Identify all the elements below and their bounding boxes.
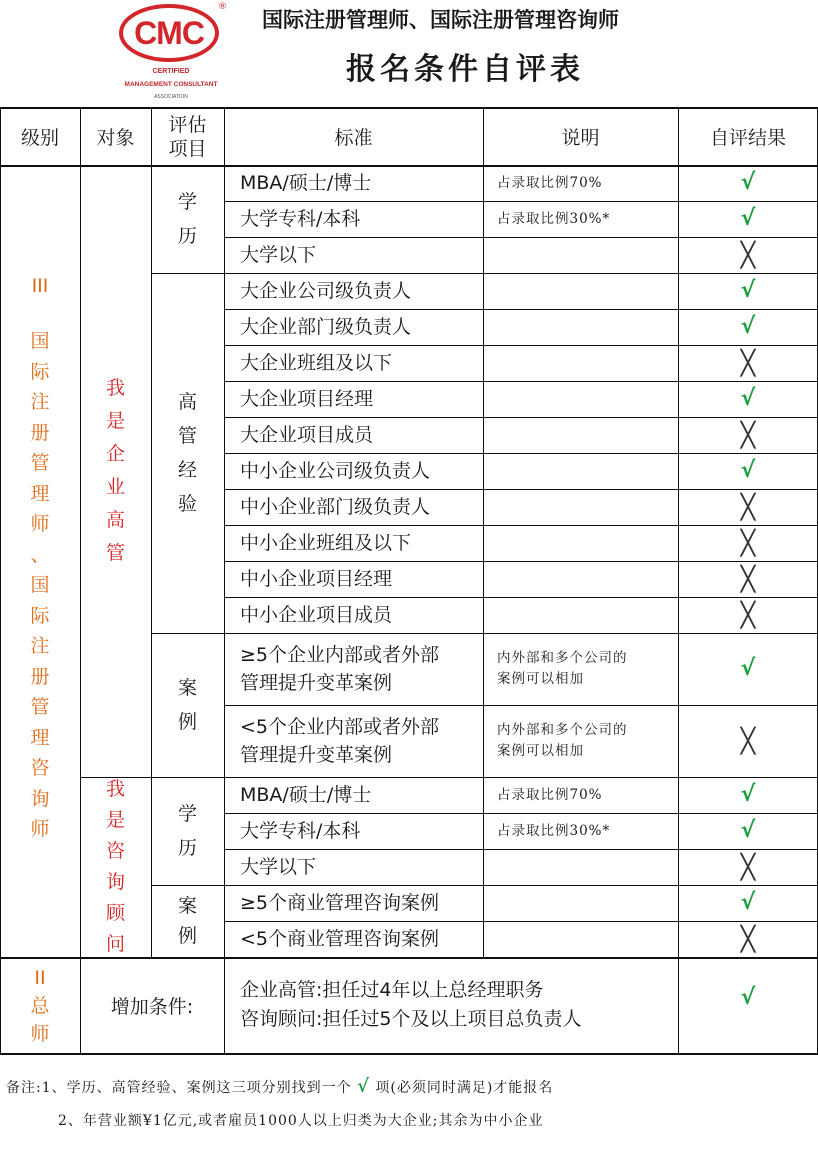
note-cell — [483, 309, 678, 345]
cross-icon: ╳ — [740, 565, 756, 593]
grid-line-h — [224, 309, 818, 310]
grid-line-h — [224, 525, 818, 526]
vertical-char: 际 — [30, 360, 50, 383]
vertical-char: 是 — [105, 410, 125, 432]
vertical-char: 管 — [105, 542, 125, 564]
vertical-char: 经 — [177, 459, 197, 481]
standard-cell: 大企业班组及以下 — [240, 352, 393, 374]
check-icon: √ — [740, 890, 756, 915]
check-icon: √ — [740, 656, 756, 681]
cross-icon: ╳ — [740, 727, 756, 755]
standard-cell: ≥5个商业管理咨询案例 — [240, 892, 440, 914]
note-cell — [483, 489, 678, 525]
vertical-char: 学 — [177, 803, 197, 825]
grid-line-h — [224, 705, 818, 706]
note-cell — [483, 381, 678, 417]
note-cell — [483, 561, 678, 597]
vertical-char: 例 — [177, 925, 197, 947]
note-cell — [483, 417, 678, 453]
grid-line-h — [0, 165, 818, 167]
result-cell — [678, 381, 818, 417]
vertical-char: 高 — [177, 391, 197, 413]
header-item-line: 项目 — [168, 137, 207, 160]
header-item-text — [168, 113, 206, 161]
vertical-char: 管 — [177, 425, 197, 447]
standard-cell: 大企业项目成员 — [240, 424, 374, 446]
note-cell: 占录取比例30%* — [497, 210, 611, 227]
vertical-char: 总 — [30, 995, 50, 1017]
standard-cell — [224, 705, 483, 777]
grid-line-v — [483, 107, 484, 957]
note-line: 案例可以相加 — [497, 671, 584, 687]
result-cell — [678, 345, 818, 381]
grid-line-h — [224, 345, 818, 346]
note-cell — [483, 237, 678, 273]
result-cell — [678, 489, 818, 525]
cross-icon: ╳ — [740, 601, 756, 629]
check-icon: √ — [740, 278, 756, 303]
vertical-char: 国 — [30, 330, 50, 352]
item-edu-exec — [151, 165, 224, 273]
result-cell — [678, 777, 818, 813]
result-cell — [678, 849, 818, 885]
note-cell — [483, 705, 678, 777]
vertical-char: 高 — [105, 509, 125, 531]
logo-line-1: CERTIFIED — [152, 68, 190, 75]
grid-line-v — [678, 107, 679, 1053]
standard-cell: 中小企业项目经理 — [240, 568, 393, 590]
vertical-char: 册 — [30, 665, 50, 688]
note-cell: 占录取比例30%* — [497, 822, 611, 839]
header-note: 说明 — [561, 127, 600, 149]
standard-cell: 中小企业部门级负责人 — [240, 496, 431, 518]
vertical-char: 管 — [30, 452, 50, 474]
grid-line-h — [224, 597, 818, 598]
note-cell — [483, 885, 678, 921]
standard-cell: 大企业部门级负责人 — [240, 316, 412, 338]
vertical-char: 理 — [30, 482, 50, 505]
logo-line-3: ASSOCIATION — [154, 94, 188, 100]
vertical-char: 询 — [30, 787, 50, 810]
check-icon: √ — [740, 782, 756, 807]
cross-icon: ╳ — [740, 925, 756, 953]
result-cell — [678, 561, 818, 597]
level-2-text — [30, 964, 49, 1048]
standard-line: 管理提升变革案例 — [240, 672, 393, 694]
standard-cell: 中小企业项目成员 — [240, 604, 393, 626]
standard-cell: 中小企业班组及以下 — [240, 532, 412, 554]
grid-line-h — [0, 1053, 818, 1055]
standard-cell: 大企业公司级负责人 — [240, 280, 412, 302]
vertical-char: 、 — [30, 543, 50, 566]
grid-line-h — [151, 273, 818, 274]
target-consult-text — [106, 774, 125, 960]
check-icon: √ — [740, 170, 756, 195]
item-exp-text — [178, 385, 197, 521]
note-cell — [483, 633, 678, 705]
result-cell — [678, 417, 818, 453]
check-icon: √ — [740, 206, 756, 231]
standard-line: 管理提升变革案例 — [240, 744, 393, 766]
item-edu-exec-text — [178, 185, 197, 253]
level-roman: II — [34, 967, 46, 989]
note-cell — [483, 345, 678, 381]
vertical-char: 例 — [177, 711, 197, 733]
standard-cell: 大学以下 — [240, 244, 317, 266]
result-cell — [678, 165, 818, 201]
vertical-char: 国 — [30, 574, 50, 596]
vertical-char: 册 — [30, 421, 50, 444]
note-cell — [483, 921, 678, 957]
standard-cell: 大企业项目经理 — [240, 388, 374, 410]
result-cell — [678, 597, 818, 633]
level-2-label — [0, 960, 80, 1052]
grid-line-h — [151, 633, 818, 634]
check-icon: √ — [740, 985, 756, 1010]
vertical-char: 管 — [30, 696, 50, 718]
grid-line-h — [224, 237, 818, 238]
extra-label: 增加条件: — [110, 995, 194, 1018]
result-cell — [678, 705, 818, 777]
item-case-consult-text — [178, 891, 197, 951]
registered-mark: ® — [218, 2, 227, 12]
footnote-1-a: 备注:1、学历、高管经验、案例这三项分别找到一个 — [6, 1080, 352, 1096]
target-consult-label — [80, 777, 151, 957]
vertical-char: 案 — [177, 677, 197, 699]
vertical-char: 我 — [105, 778, 125, 800]
level-3-label — [0, 270, 80, 840]
vertical-char: 理 — [30, 726, 50, 749]
result-cell — [678, 237, 818, 273]
standard-cell: 中小企业公司级负责人 — [240, 460, 431, 482]
standard-line: ≥5个企业内部或者外部 — [240, 644, 440, 666]
check-icon: √ — [740, 386, 756, 411]
result-cell — [678, 813, 818, 849]
item-edu-consult-text — [178, 797, 197, 865]
cross-icon: ╳ — [740, 349, 756, 377]
standard-cell: 大学专科/本科 — [240, 208, 361, 230]
result-cell — [678, 453, 818, 489]
vertical-char: 师 — [30, 818, 50, 840]
item-edu-consult — [151, 777, 224, 885]
grid-line-v — [80, 107, 81, 1053]
grid-line-h — [224, 813, 818, 814]
grid-line-h — [0, 107, 818, 109]
item-case-consult — [151, 885, 224, 957]
vertical-char: 顾 — [105, 902, 125, 924]
cross-icon: ╳ — [740, 853, 756, 881]
note-cell — [483, 597, 678, 633]
extra-condition — [224, 957, 678, 1053]
header-item — [151, 108, 224, 165]
vertical-char: 历 — [177, 837, 197, 859]
grid-line-h — [224, 381, 818, 382]
vertical-char: 我 — [105, 377, 125, 399]
footnote-1 — [6, 1077, 553, 1097]
vertical-char: 历 — [177, 225, 197, 247]
result-cell — [678, 525, 818, 561]
cross-icon: ╳ — [740, 493, 756, 521]
grid-line-h — [224, 849, 818, 850]
result-cell — [678, 921, 818, 957]
result-cell — [678, 309, 818, 345]
note-cell — [483, 273, 678, 309]
vertical-char: 学 — [177, 191, 197, 213]
note-cell — [483, 453, 678, 489]
note-cell — [483, 525, 678, 561]
header-item-line: 评估 — [168, 113, 207, 136]
item-exp — [151, 273, 224, 633]
vertical-char: 师 — [30, 513, 50, 535]
item-case-exec-text — [178, 671, 197, 739]
extra-line-2: 咨询顾问:担任过5个及以上项目总负责人 — [240, 1008, 582, 1030]
standard-cell: <5个商业管理咨询案例 — [240, 928, 440, 950]
standard-cell: MBA/硕士/博士 — [240, 784, 372, 806]
cross-icon: ╳ — [740, 421, 756, 449]
result-cell — [678, 885, 818, 921]
header-target: 对象 — [96, 127, 135, 149]
standard-line: <5个企业内部或者外部 — [240, 716, 440, 738]
grid-line-h — [224, 561, 818, 562]
level-roman: III — [31, 275, 49, 297]
note-line: 内外部和多个公司的 — [497, 650, 628, 666]
title-line-1: 国际注册管理师、国际注册管理咨询师 — [262, 8, 619, 32]
note-cell: 占录取比例70% — [497, 174, 603, 191]
note-cell: 占录取比例70% — [497, 786, 603, 803]
grid-line-h — [151, 885, 818, 886]
target-exec-text — [106, 372, 125, 570]
footnote-1-b: 项(必须同时满足)才能报名 — [375, 1080, 554, 1096]
standard-cell — [224, 633, 483, 705]
check-icon: √ — [357, 1076, 370, 1097]
vertical-char: 咨 — [105, 840, 125, 862]
grid-line-h — [224, 201, 818, 202]
grid-line-h — [224, 417, 818, 418]
extra-line-1: 企业高管:担任过4年以上总经理职务 — [240, 979, 544, 1001]
result-cell — [678, 201, 818, 237]
note-cell — [483, 849, 678, 885]
check-icon: √ — [740, 818, 756, 843]
standard-cell: 大学专科/本科 — [240, 820, 361, 842]
grid-line-v — [0, 107, 1, 1053]
vertical-char: 案 — [177, 895, 197, 917]
vertical-char: 询 — [105, 871, 125, 893]
footnote-2: 2、年营业额¥1亿元,或者雇员1000人以上归类为大企业;其余为中小企业 — [58, 1113, 544, 1129]
vertical-char: 注 — [30, 635, 50, 657]
vertical-char: 际 — [30, 604, 50, 627]
vertical-char: 企 — [105, 443, 125, 465]
logo-line-2: MANAGEMENT CONSULTANT — [124, 81, 218, 88]
cross-icon: ╳ — [740, 241, 756, 269]
grid-line-h — [224, 921, 818, 922]
result-cell — [678, 633, 818, 705]
vertical-char: 业 — [105, 476, 125, 498]
vertical-char: 是 — [105, 809, 125, 831]
title-line-2: 报名条件自评表 — [346, 52, 584, 87]
header-standard: 标准 — [334, 127, 373, 149]
cross-icon: ╳ — [740, 529, 756, 557]
check-icon: √ — [740, 458, 756, 483]
level-3-text — [30, 270, 49, 845]
extra-result — [678, 957, 818, 1039]
grid-line-v — [224, 107, 225, 1053]
logo-text: CMC — [134, 14, 204, 51]
note-line: 内外部和多个公司的 — [497, 722, 628, 738]
item-case-exec — [151, 633, 224, 777]
note-line: 案例可以相加 — [497, 743, 584, 759]
vertical-char: 咨 — [30, 757, 50, 779]
grid-line-h — [224, 453, 818, 454]
vertical-char: 注 — [30, 391, 50, 413]
header-result: 自评结果 — [709, 127, 786, 149]
vertical-char: 验 — [177, 493, 197, 515]
grid-line-h — [224, 489, 818, 490]
target-exec-label — [80, 165, 151, 777]
header-level: 级别 — [20, 127, 59, 149]
result-cell — [678, 273, 818, 309]
grid-line-v — [151, 107, 152, 957]
standard-cell: MBA/硕士/博士 — [240, 172, 372, 194]
check-icon: √ — [740, 314, 756, 339]
vertical-char: 问 — [105, 933, 125, 955]
vertical-char: 师 — [30, 1023, 50, 1045]
grid-line-h — [80, 777, 818, 778]
grid-line-h — [0, 957, 818, 959]
standard-cell: 大学以下 — [240, 856, 317, 878]
